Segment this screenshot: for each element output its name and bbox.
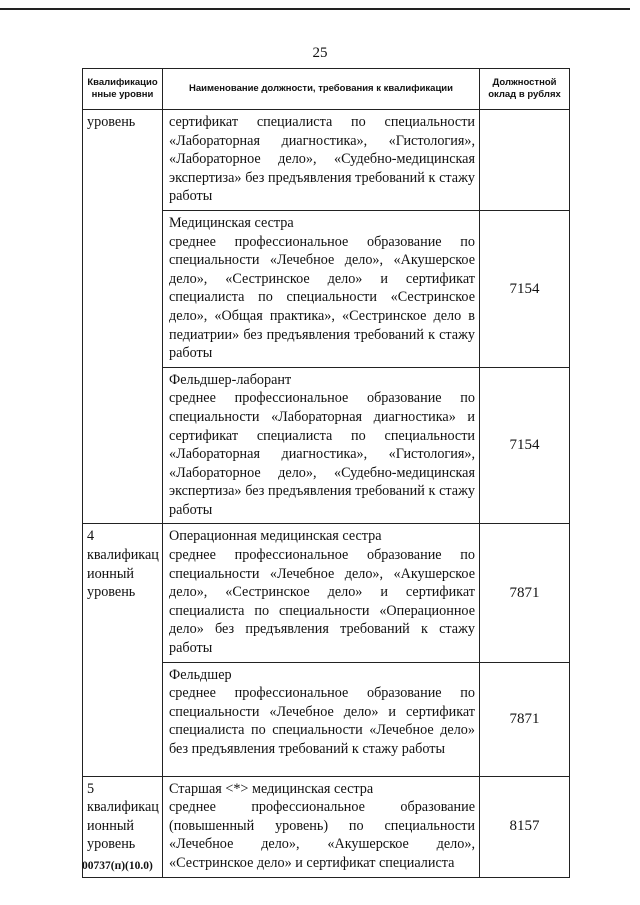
top-rule [0, 8, 630, 10]
level-cell [83, 524, 163, 776]
level-word-b: ионный [87, 817, 134, 834]
header-salary: Должностной оклад в рублях [480, 69, 570, 110]
level-word-c: уровень [87, 584, 136, 601]
requirement-text: среднее профессиональное образование по специальности «Лабораторная диагностика» и сертификат специалиста по специальности «Лабораторная диагностика», «Гистология», «Лабораторное дело», «Судебно-медицинская экспертиза» без предъявления требований к стажу работы [169, 390, 475, 518]
requirement-text: среднее профессиональное образование по специальности «Лечебное дело», «Акушерское дело», «Сестринское дело» и сертификат специалиста по специальности «Сестринское дело», «Общая практика», «Сестринское дело в педиатрии» без предъявления требований к стажу работы [169, 233, 475, 362]
header-qualification-levels: Квалификацио нные уровни [83, 69, 163, 110]
salary-cell: 7871 [480, 524, 570, 662]
level-number: 5 [87, 780, 95, 797]
requirement-text: среднее профессиональное образование по специальности «Лечебное дело» и сертификат специалиста по специальности «Лечебное дело» без предъявления требований к стажу работы [169, 685, 475, 757]
position-title: Медицинская сестра [169, 214, 294, 231]
salary-cell: 7154 [480, 367, 570, 524]
salary-cell: 7871 [480, 662, 570, 776]
position-title: Операционная медицинская сестра [169, 528, 382, 545]
table-row [83, 524, 570, 662]
qualification-table [82, 68, 570, 878]
document-code: 00737(п)(10.0) [82, 860, 153, 872]
requirement-cell [163, 110, 480, 211]
level-word-c: уровень [87, 836, 136, 853]
table-row [83, 776, 570, 877]
level-word-a: квалификац [87, 799, 159, 816]
requirement-cell [163, 524, 480, 662]
table-header-row [83, 69, 570, 110]
salary-cell: 8157 [480, 776, 570, 877]
level-word-b: ионный [87, 565, 134, 582]
position-title: Фельдшер [169, 666, 232, 683]
requirement-text: сертификат специалиста по специальности «Лабораторная диагностика», «Гистология», «Лабораторное дело», «Судебно-медицинская экспертиза» без предъявления требований к стажу работы [169, 114, 475, 205]
table-row [83, 110, 570, 211]
level-cell [83, 110, 163, 524]
header-position-requirements: Наименование должности, требования к квалификации [163, 69, 480, 110]
requirement-cell [163, 210, 480, 367]
requirement-text: среднее профессиональное образование (повышенный уровень) по специальности «Лечебное дело», «Акушерское дело», «Сестринское дело» и сертификат специалиста [169, 799, 475, 871]
level-number: 4 [87, 528, 95, 545]
requirement-cell [163, 662, 480, 776]
level-label: уровень [87, 114, 136, 130]
page-number: 25 [312, 45, 328, 61]
level-word-a: квалификац [87, 547, 159, 564]
salary-cell: 7154 [480, 210, 570, 367]
position-title: Фельдшер-лаборант [169, 371, 292, 388]
requirement-cell [163, 776, 480, 877]
position-title: Старшая <*> медицинская сестра [169, 780, 374, 797]
requirement-cell [163, 367, 480, 524]
requirement-text: среднее профессиональное образование по специальности «Лечебное дело», «Акушерское дело», «Сестринское дело» и сертификат специалиста по специальности «Операционное дело» без предъявления требований к стажу работы [169, 547, 475, 657]
salary-cell [480, 110, 570, 211]
